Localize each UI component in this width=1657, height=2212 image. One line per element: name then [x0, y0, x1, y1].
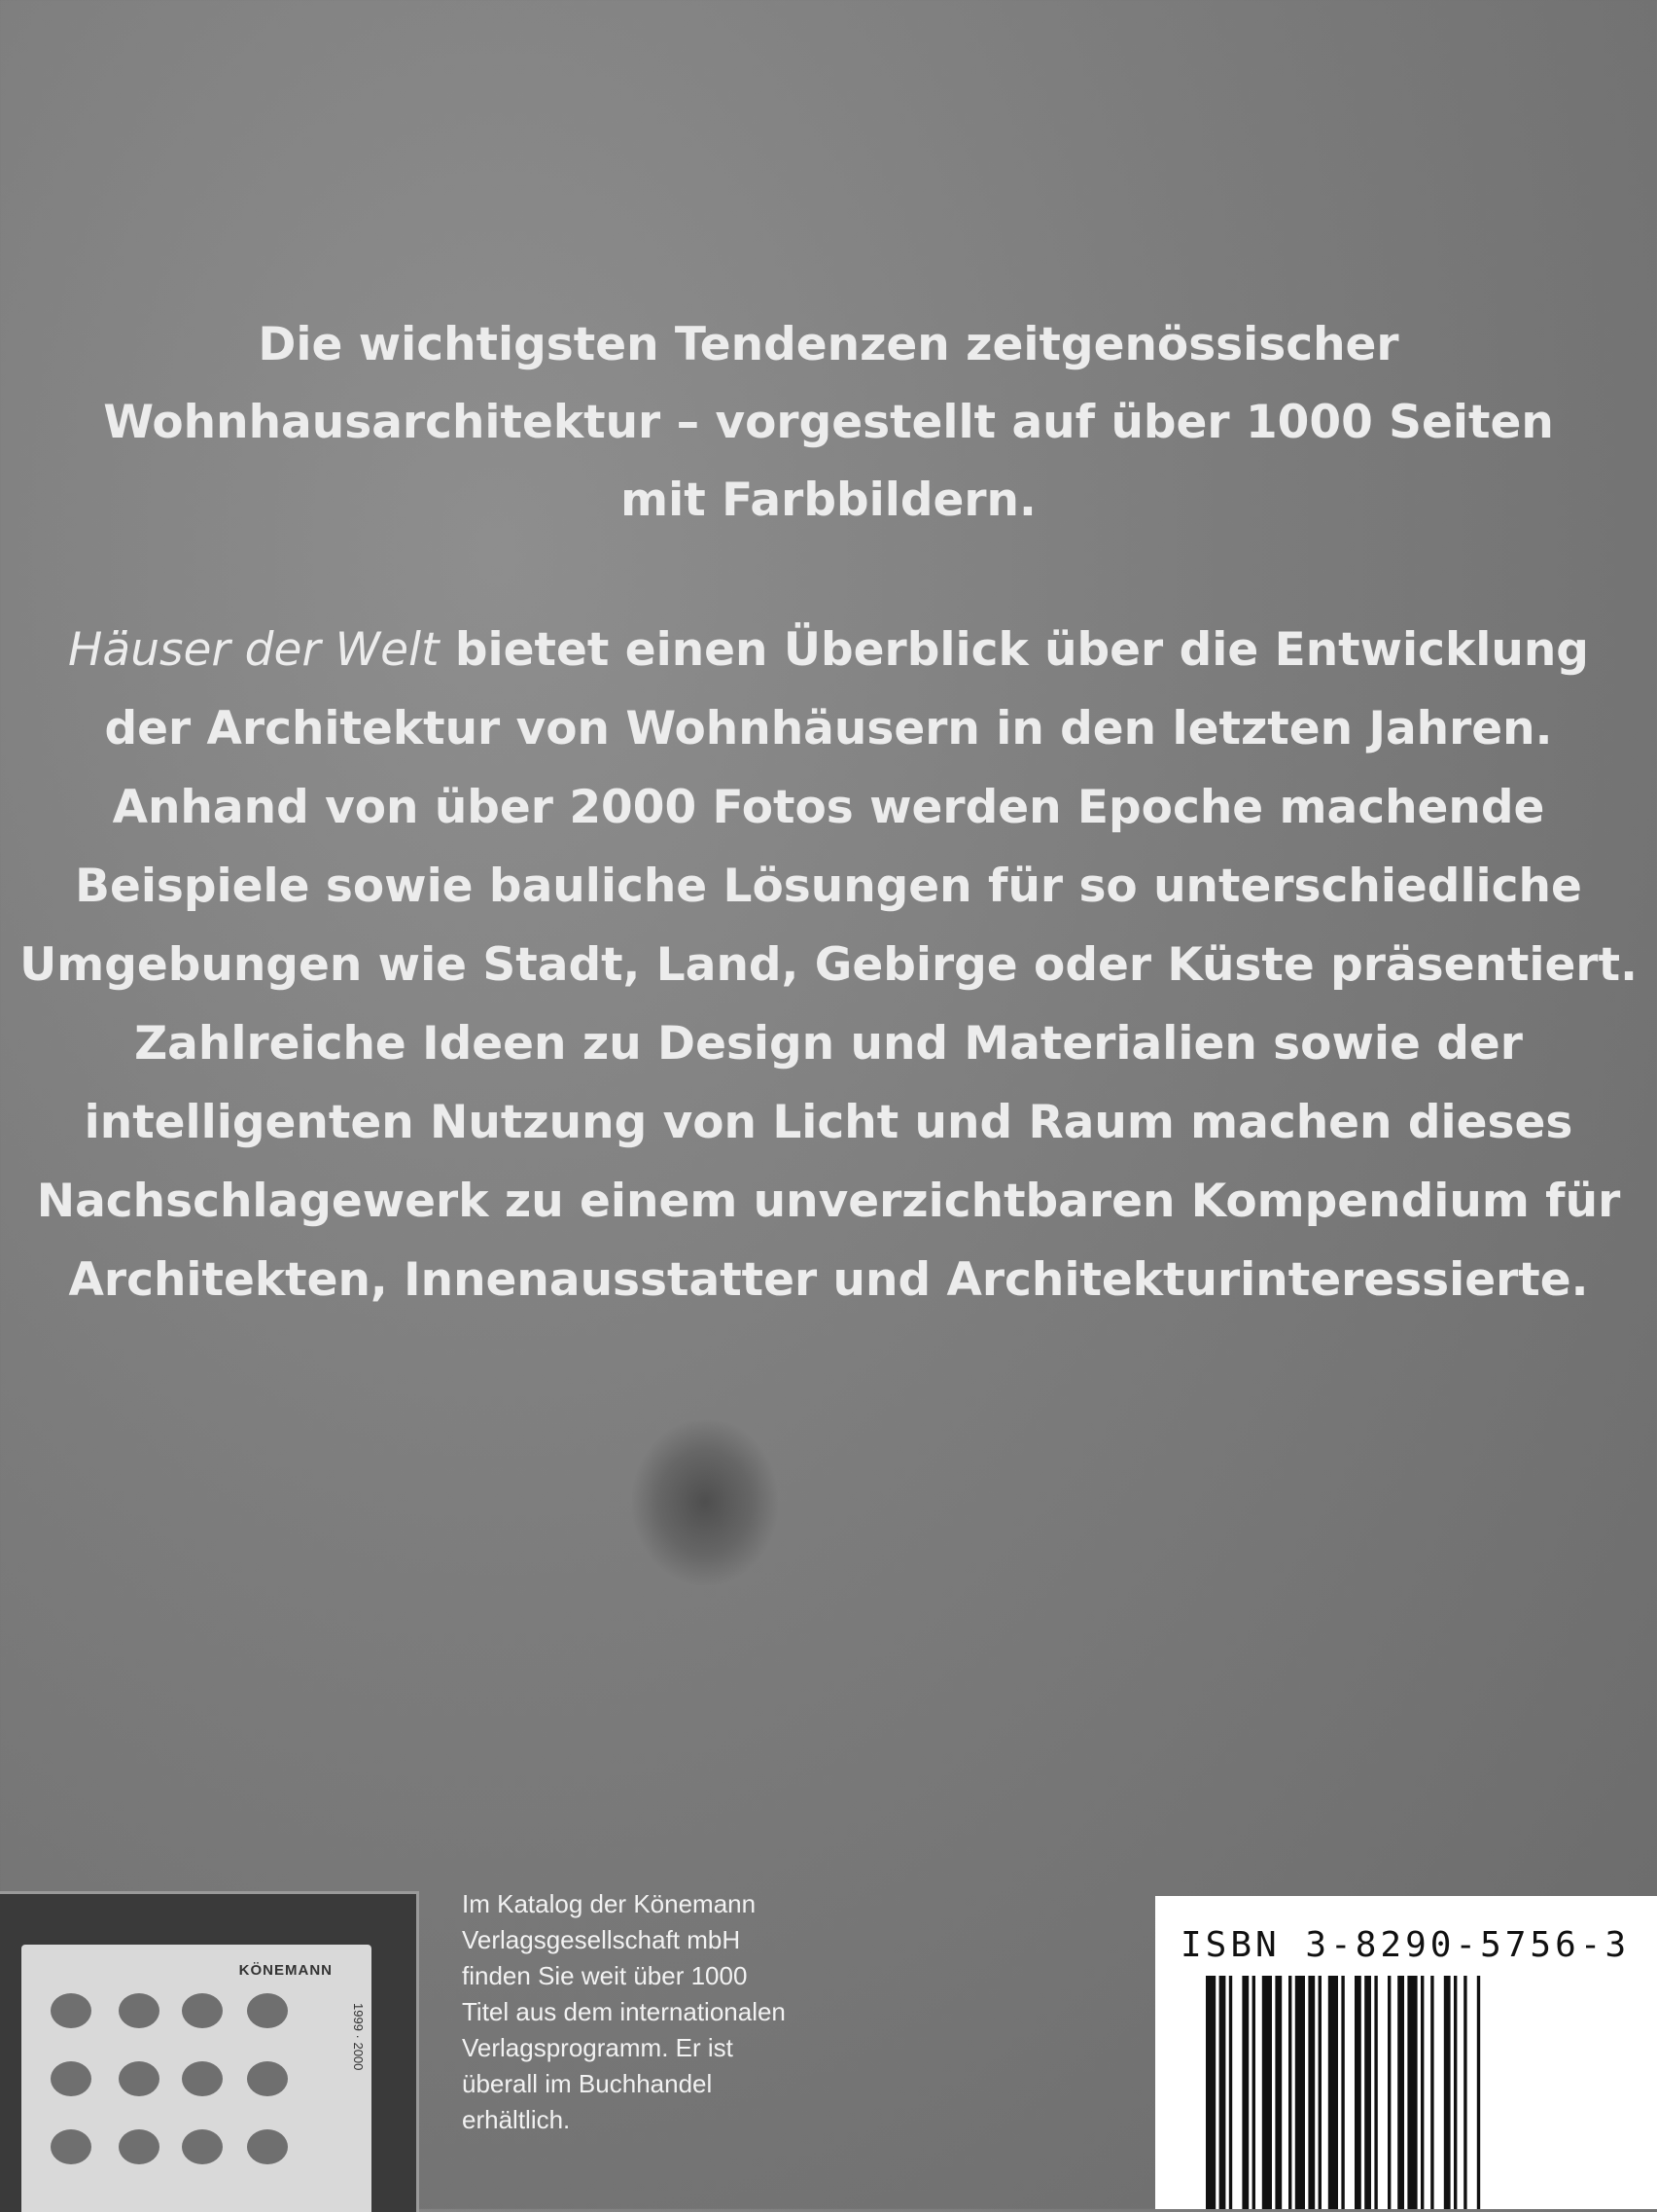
catalog-note-line: überall im Buchhandel — [462, 2069, 713, 2098]
description-line — [0, 611, 1657, 689]
description-line: Nachschlagewerk zu einem unverzichtbaren Kompendium für — [36, 1175, 1621, 1228]
barcode-graphic — [1206, 1976, 1614, 2209]
barcode-bar — [1364, 1976, 1371, 2209]
barcode-bar — [1252, 1976, 1255, 2209]
catalog-note-line: Verlagsgesellschaft mbH — [462, 1925, 741, 1954]
calligraphy-icon — [247, 2061, 288, 2096]
fingerprint-smudge — [632, 1420, 778, 1585]
barcode-bar — [1219, 1976, 1226, 2209]
barcode-bar — [1288, 1976, 1291, 2209]
barcode-bar — [1328, 1976, 1338, 2209]
fruit-icon — [247, 1993, 288, 2028]
barcode-bar — [1444, 1976, 1451, 2209]
barcode — [1206, 1976, 1614, 2209]
book-title: Häuser der Welt — [68, 623, 440, 677]
tagline-line: Die wichtigsten Tendenzen zeitgenössischer — [258, 318, 1399, 371]
barcode-bar — [1374, 1976, 1377, 2209]
description-line: der Architektur von Wohnhäusern in den letzten Jahren. — [104, 702, 1553, 755]
barcode-bar — [1407, 1976, 1417, 2209]
barcode-bar — [1355, 1976, 1361, 2209]
barcode-bar — [1262, 1976, 1272, 2209]
tagline-line: mit Farbbildern. — [620, 474, 1037, 527]
catalog-note-line: Verlagsprogramm. Er ist — [462, 2033, 733, 2062]
isbn-label — [1155, 1896, 1657, 2209]
catalog-note-line: erhältlich. — [462, 2105, 571, 2134]
catalog-note-line: Im Katalog der Könemann — [462, 1889, 757, 1918]
barcode-bar — [1229, 1976, 1232, 2209]
description — [0, 611, 1657, 1319]
tagline — [0, 306, 1657, 540]
description-line-rest: bietet einen Überblick über die Entwicklung — [439, 623, 1589, 677]
description-line: Architekten, Innenausstatter und Architekturinteressierte. — [68, 1253, 1589, 1307]
barcode-bar — [1421, 1976, 1424, 2209]
description-line: intelligenten Nutzung von Licht und Raum machen dieses — [84, 1096, 1573, 1149]
catalog-note — [462, 1886, 786, 2138]
barcode-bar — [1275, 1976, 1282, 2209]
barcode-bar — [1242, 1976, 1249, 2209]
catalog-note-line: Titel aus dem internationalen — [462, 1997, 786, 2026]
barcode-bar — [1397, 1976, 1404, 2209]
catalog-years: 1999 · 2000 — [351, 2003, 366, 2071]
catalog-brand: KÖNEMANN — [238, 1962, 333, 1979]
mask-icon — [51, 1993, 91, 2028]
barcode-bar — [1454, 1976, 1457, 2209]
tagline-line: Wohnhausarchitektur – vorgestellt auf über 1000 Seiten — [103, 396, 1554, 449]
cup-icon — [247, 2129, 288, 2164]
description-line: Umgebungen wie Stadt, Land, Gebirge oder Küste präsentiert. — [19, 938, 1638, 992]
description-line: Beispiele sowie bauliche Lösungen für so unterschiedliche — [75, 860, 1582, 913]
isbn-number: ISBN 3-8290-5756-3 — [1181, 1925, 1631, 1965]
catalog-cover-image — [0, 1891, 419, 2212]
elephant-icon — [182, 1993, 223, 2028]
figure-icon — [51, 2129, 91, 2164]
barcode-bar — [1319, 1976, 1322, 2209]
description-line: Zahlreiche Ideen zu Design und Materialien sowie der — [134, 1017, 1523, 1071]
cross-icon — [119, 1993, 159, 2028]
heart-icon — [119, 2129, 159, 2164]
barcode-bar — [1308, 1976, 1315, 2209]
barcode-bar — [1463, 1976, 1466, 2209]
description-line: Anhand von über 2000 Fotos werden Epoche machende — [112, 781, 1545, 834]
barcode-bar — [1341, 1976, 1344, 2209]
barcode-bar — [1477, 1976, 1480, 2209]
catalog-book — [21, 1945, 371, 2212]
barcode-bar — [1206, 1976, 1216, 2209]
catalog-note-line: finden Sie weit über 1000 — [462, 1961, 748, 1990]
chair-icon — [119, 2061, 159, 2096]
globe-icon — [182, 2061, 223, 2096]
barcode-bar — [1430, 1976, 1433, 2209]
barcode-bar — [1295, 1976, 1305, 2209]
barcode-bar — [1388, 1976, 1391, 2209]
fish-icon — [51, 2061, 91, 2096]
ball-icon — [182, 2129, 223, 2164]
